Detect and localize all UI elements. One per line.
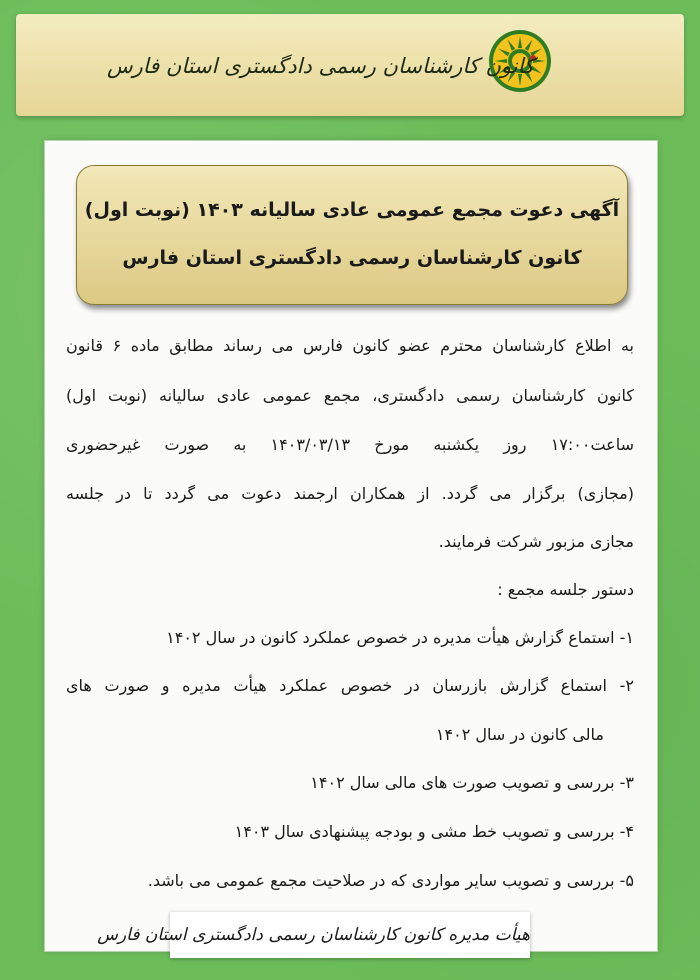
agenda-item: ۵- بررسی و تصویب سایر مواردی که در صلاحیت مجمع عمومی می باشد. [147,871,634,890]
notice-title: آگهی دعوت مجمع عمومی عادی سالیانه ۱۴۰۳ (نوبت اول) [84,199,620,221]
header-banner [16,14,684,116]
body-line: به اطلاع کارشناسان محترم عضو کانون فارس می رساند مطابق ماده ۶ قانون [66,336,634,355]
agenda-item: ۳- بررسی و تصویب صورت های مالی سال ۱۴۰۲ [310,773,634,792]
agenda-item: ۱- استماع گزارش هیأت مدیره در خصوص عملکرد کانون در سال ۱۴۰۲ [166,628,634,647]
agenda-item-continuation: مالی کانون در سال ۱۴۰۲ [435,725,604,744]
agenda-heading: دستور جلسه مجمع : [497,580,634,599]
body-line: ساعت۱۷:۰۰ روز یکشنبه مورخ ۱۴۰۳/۰۳/۱۳ به صورت غیرحضوری [66,435,635,454]
footer-signature-box [97,912,530,958]
notice-subtitle: کانون کارشناسان رسمی دادگستری استان فارس [122,247,582,269]
agenda-item: ۲- استماع گزارش بازرسان در خصوص عملکرد هیأت مدیره و صورت های [66,676,634,695]
notice-title-box [76,165,628,305]
body-line: کانون کارشناسان رسمی دادگستری، مجمع عمومی عادی سالیانه (نوبت اول) [66,386,634,405]
organization-name: کانون کارشناسان رسمی دادگستری استان فارس [107,54,534,78]
body-line: (مجازی) برگزار می گردد. از همکاران ارجمند دعوت می گردد تا در جلسه [66,484,634,503]
agenda-item: ۴- بررسی و تصویب خط مشی و بودجه پیشنهادی سال ۱۴۰۳ [234,822,634,841]
body-line: مجازی مزبور شرکت فرمایند. [438,532,634,551]
board-signature: هیأت مدیره کانون کارشناسان رسمی دادگستری استان فارس [97,925,530,945]
